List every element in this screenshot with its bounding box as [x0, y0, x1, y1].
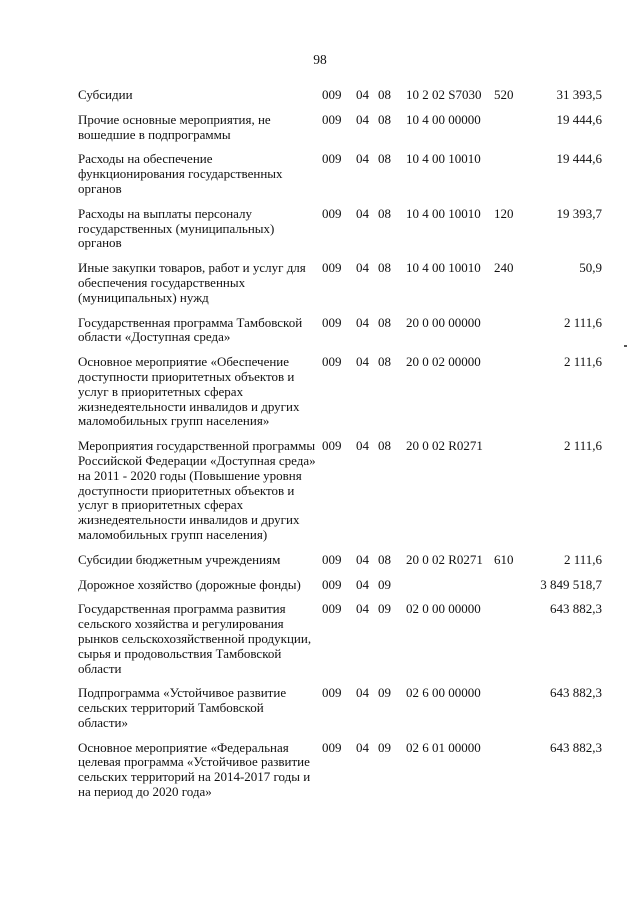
row-subsection-code: 08	[378, 260, 391, 276]
row-amount: 50,9	[579, 260, 602, 276]
row-ved-code: 009	[322, 354, 342, 370]
row-subsection-code: 09	[378, 739, 391, 755]
row-target-article: 10 2 02 S7030	[406, 87, 482, 102]
row-amount: 19 444,6	[556, 111, 602, 127]
row-expense-type: 240	[494, 260, 514, 276]
row-target-article: 10 4 00 10010	[406, 151, 481, 167]
table-row	[78, 439, 602, 543]
row-expense-type: 520	[494, 87, 514, 102]
row-amount: 2 111,6	[563, 314, 602, 330]
row-subsection-code: 08	[378, 354, 391, 370]
row-ved-code: 009	[322, 151, 342, 167]
row-expense-type: 610	[494, 551, 514, 567]
row-target-article: 02 6 00 00000	[406, 685, 481, 701]
table-row	[78, 316, 602, 346]
row-target-article: 10 4 00 10010	[406, 260, 481, 276]
table-row	[78, 741, 602, 800]
row-name: Субсидии	[78, 87, 133, 102]
row-name: Подпрограмма «Устойчивое развитие сельских территорий Тамбовской области»	[78, 685, 287, 730]
row-section-code: 04	[356, 739, 369, 755]
table-row	[78, 113, 602, 143]
row-name: Субсидии бюджетным учреждениям	[78, 551, 281, 567]
row-section-code: 04	[356, 111, 369, 127]
page-number: 98	[313, 52, 327, 67]
row-section-code: 04	[356, 314, 369, 330]
table-row	[78, 686, 602, 730]
table-row	[78, 88, 602, 103]
row-target-article: 10 4 00 00000	[406, 111, 481, 127]
row-ved-code: 009	[322, 601, 342, 617]
row-amount: 643 882,3	[550, 739, 602, 755]
row-ved-code: 009	[322, 685, 342, 701]
row-section-code: 04	[356, 205, 369, 221]
row-amount: 19 444,6	[556, 151, 602, 167]
row-name: Дорожное хозяйство (дорожные фонды)	[78, 576, 301, 592]
row-amount: 3 849 518,7	[540, 576, 602, 592]
row-target-article: 02 0 00 00000	[406, 601, 481, 617]
row-expense-type: 120	[494, 205, 514, 221]
row-amount: 2 111,6	[563, 438, 602, 454]
row-subsection-code: 09	[378, 576, 391, 592]
row-target-article: 02 6 01 00000	[406, 739, 481, 755]
table-row	[78, 261, 602, 305]
row-amount: 643 882,3	[550, 601, 602, 617]
row-amount: 31 393,5	[556, 87, 602, 102]
margin-mark	[624, 345, 627, 347]
row-amount: 643 882,3	[550, 685, 602, 701]
row-name: Государственная программа развития сельского хозяйства и регулирования рынков сельскохозяйственной продукции, сырья и продовольствия Тамбовской области	[78, 601, 312, 676]
row-section-code: 04	[356, 576, 369, 592]
row-name: Основное мероприятие «Федеральная целевая программа «Устойчивое развитие сельских территорий на 2014-2017 годы и на период до 2020 года»	[78, 739, 311, 800]
row-ved-code: 009	[322, 111, 342, 127]
row-ved-code: 009	[322, 438, 342, 454]
table-row	[78, 602, 602, 676]
row-target-article: 20 0 00 00000	[406, 314, 481, 330]
row-name: Расходы на выплаты персоналу государственных (муниципальных) органов	[78, 205, 275, 251]
row-subsection-code: 08	[378, 551, 391, 567]
row-name: Расходы на обеспечение функционирования государственных органов	[78, 151, 283, 196]
row-section-code: 04	[356, 551, 369, 567]
row-name: Государственная программа Тамбовской области «Доступная среда»	[78, 314, 303, 345]
row-section-code: 04	[356, 438, 369, 454]
row-target-article: 20 0 02 00000	[406, 354, 481, 370]
row-ved-code: 009	[322, 551, 342, 567]
row-ved-code: 009	[322, 87, 342, 102]
table-row	[78, 207, 602, 251]
table-row	[78, 553, 602, 568]
row-amount: 2 111,6	[563, 551, 602, 567]
row-subsection-code: 08	[378, 205, 391, 221]
table-row	[78, 578, 602, 593]
row-section-code: 04	[356, 260, 369, 276]
row-ved-code: 009	[322, 576, 342, 592]
row-section-code: 04	[356, 151, 369, 167]
row-subsection-code: 09	[378, 601, 391, 617]
row-amount: 19 393,7	[556, 205, 602, 221]
row-name: Иные закупки товаров, работ и услуг для обеспечения государственных (муниципальных) нужд	[78, 260, 306, 305]
row-name: Основное мероприятие «Обеспечение доступности приоритетных объектов и услуг в приоритетных сферах жизнедеятельности инвалидов и других маломобильных групп населения»	[78, 354, 300, 429]
row-subsection-code: 08	[378, 151, 391, 167]
budget-table	[78, 88, 602, 810]
table-row	[78, 152, 602, 196]
row-target-article: 10 4 00 10010	[406, 205, 481, 221]
row-name: Мероприятия государственной программы Российской Федерации «Доступная среда» на 2011 - 2020 годы (Повышение уровня доступности приоритетных объектов и услуг в приоритетных сферах жизнедеятельности инвалидов и других маломобильных групп населения)	[78, 438, 316, 542]
row-section-code: 04	[356, 601, 369, 617]
table-row	[78, 355, 602, 429]
row-section-code: 04	[356, 685, 369, 701]
row-ved-code: 009	[322, 739, 342, 755]
row-subsection-code: 08	[378, 314, 391, 330]
row-amount: 2 111,6	[563, 354, 602, 370]
row-name: Прочие основные мероприятия, не вошедшие в подпрограммы	[78, 111, 271, 142]
row-subsection-code: 08	[378, 111, 391, 127]
row-target-article: 20 0 02 R0271	[406, 551, 483, 567]
row-ved-code: 009	[322, 205, 342, 221]
row-ved-code: 009	[322, 260, 342, 276]
row-subsection-code: 08	[378, 87, 391, 102]
row-section-code: 04	[356, 354, 369, 370]
row-subsection-code: 08	[378, 438, 391, 454]
row-subsection-code: 09	[378, 685, 391, 701]
row-section-code: 04	[356, 87, 369, 102]
row-ved-code: 009	[322, 314, 342, 330]
row-target-article: 20 0 02 R0271	[406, 438, 483, 454]
